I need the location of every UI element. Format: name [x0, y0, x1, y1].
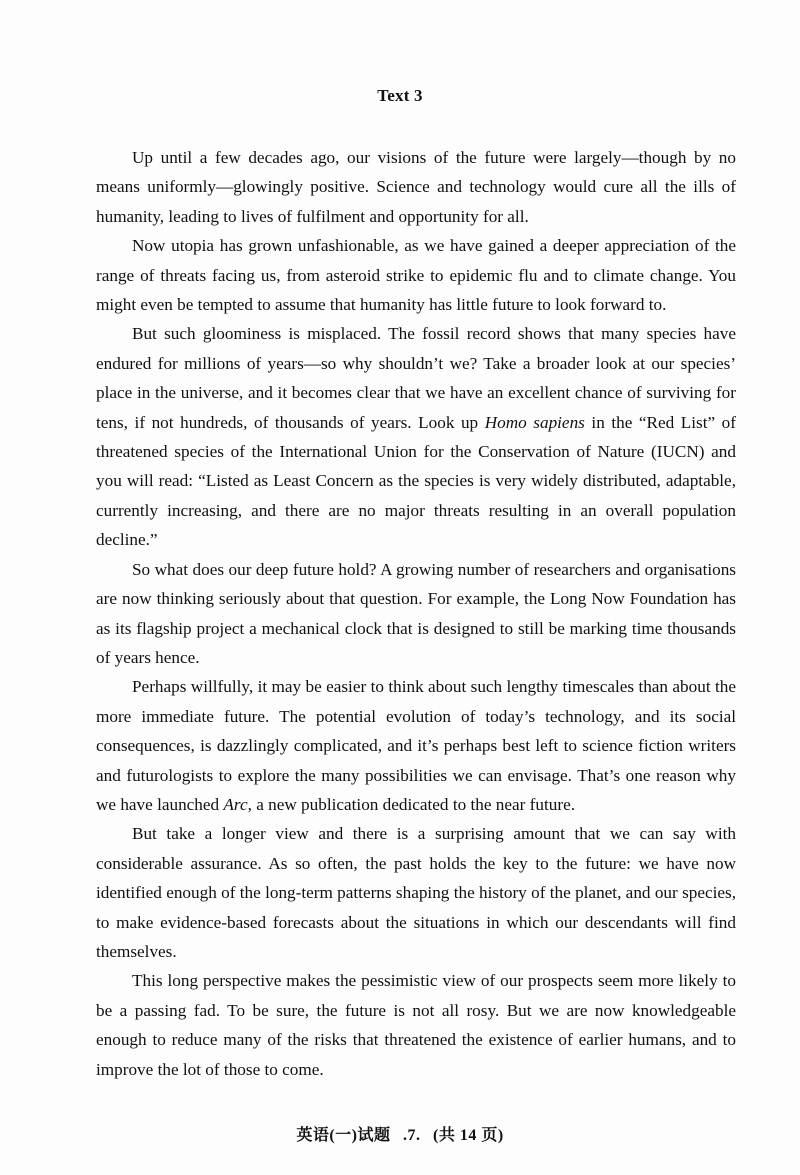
species-name-italic: Homo sapiens: [484, 412, 585, 432]
publication-name-italic: Arc: [223, 794, 248, 814]
footer-page-number: .7.: [403, 1127, 421, 1144]
paragraph-5-text-a: Perhaps willfully, it may be easier to think about such lengthy timescales than about the more immediate future. The potential evolution of today’s technology, and its social consequences, is dazzlingly complicated, and it’s perhaps best left to science fiction writers and futurologists to explore the many possibilities we can envisage. That’s one reason why we have launched: [96, 677, 736, 814]
paragraph-2: Now utopia has grown unfashionable, as we have gained a deeper appreciation of the range of threats facing us, from asteroid strike to epidemic flu and to climate change. You might even be tempted to assume that humanity has little future to look forward to.: [96, 236, 736, 315]
paragraph-3-text-a: But such gloominess is misplaced. The fossil record shows that many species have endured for millions of years—so why shouldn’t we? Take a broader look at our species’ place in the universe, and it becomes clear that we have an excellent chance of surviving for tens, if not hundreds, of thousands of years. Look up: [96, 324, 736, 432]
paragraph-5: [96, 672, 736, 819]
paragraph-3: [96, 319, 736, 554]
section-title: Text 3: [377, 86, 423, 105]
footer-subject: 英语(一)试题: [296, 1127, 391, 1144]
page-footer: [0, 1122, 800, 1145]
footer-total-pages: (共 14 页): [433, 1127, 504, 1144]
paragraph-5-text-b: , a new publication dedicated to the near future.: [247, 794, 575, 814]
paragraph-4: So what does our deep future hold? A growing number of researchers and organisations are now thinking seriously about that question. For example, the Long Now Foundation has as its flagship project a mechanical clock that is designed to still be marking time thousands of years hence.: [96, 559, 736, 667]
paragraph-6: But take a longer view and there is a surprising amount that we can say with considerable assurance. As so often, the past holds the key to the future: we have now identified enough of the long-term patterns shaping the history of the planet, and our species, to make evidence-based forecasts about the situations in which our descendants will find themselves.: [96, 824, 736, 961]
paragraph-3-text-b: in the “Red List” of threatened species of the International Union for the Conservation of Nature (IUCN) and you will read: “Listed as Least Concern as the species is very widely distributed, adaptable, currently increasing, and there are no major threats resulting in an overall population decline.”: [96, 412, 736, 550]
paragraph-7: This long perspective makes the pessimistic view of our prospects seem more likely to be a passing fad. To be sure, the future is not all rosy. But we are now knowledgeable enough to reduce many of the risks that threatened the existence of earlier humans, and to improve the lot of those to come.: [96, 971, 736, 1079]
passage-body: [96, 143, 736, 1084]
paragraph-1: Up until a few decades ago, our visions of the future were largely—though by no means uniformly—glowingly positive. Science and technology would cure all the ills of humanity, leading to lives of fulfilment and opportunity for all.: [96, 148, 736, 226]
